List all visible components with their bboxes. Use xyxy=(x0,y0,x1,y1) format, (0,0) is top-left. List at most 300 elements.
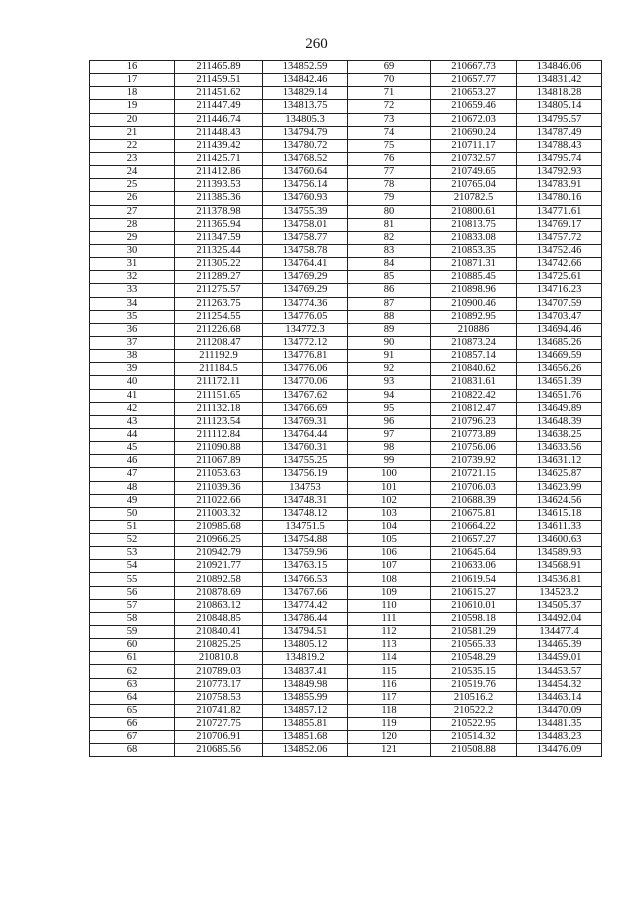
y-coordinate-cell: 134651.39 xyxy=(517,376,602,389)
point-number-cell: 56 xyxy=(90,586,175,599)
x-coordinate-cell: 211184.5 xyxy=(175,363,263,376)
table-row xyxy=(90,192,602,205)
point-number-cell: 92 xyxy=(348,363,431,376)
table-row xyxy=(90,718,602,731)
point-number-cell: 60 xyxy=(90,639,175,652)
y-coordinate-cell: 134492.04 xyxy=(517,612,602,625)
x-coordinate-cell: 210645.64 xyxy=(431,547,517,560)
x-coordinate-cell: 210667.73 xyxy=(431,61,517,74)
x-coordinate-cell: 211254.55 xyxy=(175,310,263,323)
point-number-cell: 98 xyxy=(348,442,431,455)
y-coordinate-cell: 134852.06 xyxy=(263,744,348,757)
point-number-cell: 63 xyxy=(90,678,175,691)
point-number-cell: 90 xyxy=(348,336,431,349)
x-coordinate-cell: 210675.81 xyxy=(431,507,517,520)
point-number-cell: 71 xyxy=(348,87,431,100)
y-coordinate-cell: 134795.74 xyxy=(517,152,602,165)
y-coordinate-cell: 134703.47 xyxy=(517,310,602,323)
table-row xyxy=(90,704,602,717)
point-number-cell: 32 xyxy=(90,271,175,284)
point-number-cell: 76 xyxy=(348,152,431,165)
table-row xyxy=(90,428,602,441)
y-coordinate-cell: 134774.42 xyxy=(263,599,348,612)
x-coordinate-cell: 211305.22 xyxy=(175,258,263,271)
y-coordinate-cell: 134758.77 xyxy=(263,231,348,244)
x-coordinate-cell: 211226.68 xyxy=(175,323,263,336)
x-coordinate-cell: 210985.68 xyxy=(175,520,263,533)
point-number-cell: 72 xyxy=(348,100,431,113)
table-row xyxy=(90,639,602,652)
table-row xyxy=(90,113,602,126)
y-coordinate-cell: 134748.12 xyxy=(263,507,348,520)
y-coordinate-cell: 134769.17 xyxy=(517,218,602,231)
x-coordinate-cell: 211172.11 xyxy=(175,376,263,389)
coordinates-table xyxy=(89,60,602,757)
point-number-cell: 37 xyxy=(90,336,175,349)
x-coordinate-cell: 210619.54 xyxy=(431,573,517,586)
point-number-cell: 36 xyxy=(90,323,175,336)
y-coordinate-cell: 134788.43 xyxy=(517,139,602,152)
y-coordinate-cell: 134633.56 xyxy=(517,442,602,455)
y-coordinate-cell: 134611.33 xyxy=(517,520,602,533)
point-number-cell: 27 xyxy=(90,205,175,218)
x-coordinate-cell: 211022.66 xyxy=(175,494,263,507)
x-coordinate-cell: 210664.22 xyxy=(431,520,517,533)
y-coordinate-cell: 134767.66 xyxy=(263,586,348,599)
x-coordinate-cell: 211412.86 xyxy=(175,166,263,179)
x-coordinate-cell: 210598.18 xyxy=(431,612,517,625)
y-coordinate-cell: 134651.76 xyxy=(517,389,602,402)
y-coordinate-cell: 134536.81 xyxy=(517,573,602,586)
point-number-cell: 39 xyxy=(90,363,175,376)
x-coordinate-cell: 211090.88 xyxy=(175,442,263,455)
x-coordinate-cell: 211112.84 xyxy=(175,428,263,441)
point-number-cell: 103 xyxy=(348,507,431,520)
point-number-cell: 19 xyxy=(90,100,175,113)
y-coordinate-cell: 134776.05 xyxy=(263,310,348,323)
x-coordinate-cell: 211448.43 xyxy=(175,126,263,139)
table-row xyxy=(90,494,602,507)
point-number-cell: 65 xyxy=(90,704,175,717)
table-row xyxy=(90,455,602,468)
y-coordinate-cell: 134766.53 xyxy=(263,573,348,586)
y-coordinate-cell: 134505.37 xyxy=(517,599,602,612)
x-coordinate-cell: 210688.39 xyxy=(431,494,517,507)
y-coordinate-cell: 134600.63 xyxy=(517,534,602,547)
y-coordinate-cell: 134669.59 xyxy=(517,350,602,363)
y-coordinate-cell: 134849.98 xyxy=(263,678,348,691)
x-coordinate-cell: 210840.41 xyxy=(175,626,263,639)
y-coordinate-cell: 134776.81 xyxy=(263,350,348,363)
x-coordinate-cell: 210810.8 xyxy=(175,652,263,665)
table-row xyxy=(90,481,602,494)
point-number-cell: 67 xyxy=(90,731,175,744)
y-coordinate-cell: 134477.4 xyxy=(517,626,602,639)
y-coordinate-cell: 134764.41 xyxy=(263,258,348,271)
x-coordinate-cell: 210765.04 xyxy=(431,179,517,192)
point-number-cell: 75 xyxy=(348,139,431,152)
x-coordinate-cell: 211263.75 xyxy=(175,297,263,310)
x-coordinate-cell: 211385.36 xyxy=(175,192,263,205)
y-coordinate-cell: 134794.51 xyxy=(263,626,348,639)
point-number-cell: 17 xyxy=(90,74,175,87)
table-row xyxy=(90,166,602,179)
point-number-cell: 58 xyxy=(90,612,175,625)
y-coordinate-cell: 134589.93 xyxy=(517,547,602,560)
point-number-cell: 99 xyxy=(348,455,431,468)
x-coordinate-cell: 210756.06 xyxy=(431,442,517,455)
table-row xyxy=(90,350,602,363)
point-number-cell: 115 xyxy=(348,665,431,678)
y-coordinate-cell: 134454.32 xyxy=(517,678,602,691)
x-coordinate-cell: 210921.77 xyxy=(175,560,263,573)
x-coordinate-cell: 211347.59 xyxy=(175,231,263,244)
y-coordinate-cell: 134771.61 xyxy=(517,205,602,218)
x-coordinate-cell: 211003.32 xyxy=(175,507,263,520)
point-number-cell: 53 xyxy=(90,547,175,560)
table-row xyxy=(90,547,602,560)
x-coordinate-cell: 211151.65 xyxy=(175,389,263,402)
x-coordinate-cell: 210706.91 xyxy=(175,731,263,744)
x-coordinate-cell: 210773.89 xyxy=(431,428,517,441)
y-coordinate-cell: 134770.06 xyxy=(263,376,348,389)
table-row xyxy=(90,271,602,284)
page-number: 260 xyxy=(305,36,328,52)
table-row xyxy=(90,652,602,665)
point-number-cell: 88 xyxy=(348,310,431,323)
table-row xyxy=(90,612,602,625)
point-number-cell: 21 xyxy=(90,126,175,139)
y-coordinate-cell: 134631.12 xyxy=(517,455,602,468)
x-coordinate-cell: 210749.65 xyxy=(431,166,517,179)
point-number-cell: 112 xyxy=(348,626,431,639)
y-coordinate-cell: 134748.31 xyxy=(263,494,348,507)
y-coordinate-cell: 134694.46 xyxy=(517,323,602,336)
y-coordinate-cell: 134760.93 xyxy=(263,192,348,205)
y-coordinate-cell: 134805.14 xyxy=(517,100,602,113)
x-coordinate-cell: 210782.5 xyxy=(431,192,517,205)
y-coordinate-cell: 134769.31 xyxy=(263,415,348,428)
y-coordinate-cell: 134776.06 xyxy=(263,363,348,376)
y-coordinate-cell: 134774.36 xyxy=(263,297,348,310)
y-coordinate-cell: 134819.2 xyxy=(263,652,348,665)
point-number-cell: 33 xyxy=(90,284,175,297)
point-number-cell: 54 xyxy=(90,560,175,573)
y-coordinate-cell: 134476.09 xyxy=(517,744,602,757)
x-coordinate-cell: 210796.23 xyxy=(431,415,517,428)
point-number-cell: 77 xyxy=(348,166,431,179)
point-number-cell: 50 xyxy=(90,507,175,520)
x-coordinate-cell: 210825.25 xyxy=(175,639,263,652)
point-number-cell: 81 xyxy=(348,218,431,231)
point-number-cell: 20 xyxy=(90,113,175,126)
point-number-cell: 95 xyxy=(348,402,431,415)
x-coordinate-cell: 211192.9 xyxy=(175,350,263,363)
table-row xyxy=(90,744,602,757)
y-coordinate-cell: 134523.2 xyxy=(517,586,602,599)
x-coordinate-cell: 211425.71 xyxy=(175,152,263,165)
x-coordinate-cell: 211039.36 xyxy=(175,481,263,494)
x-coordinate-cell: 210813.75 xyxy=(431,218,517,231)
point-number-cell: 24 xyxy=(90,166,175,179)
table-row xyxy=(90,218,602,231)
y-coordinate-cell: 134707.59 xyxy=(517,297,602,310)
point-number-cell: 16 xyxy=(90,61,175,74)
point-number-cell: 22 xyxy=(90,139,175,152)
x-coordinate-cell: 210653.27 xyxy=(431,87,517,100)
y-coordinate-cell: 134772.12 xyxy=(263,336,348,349)
x-coordinate-cell: 210853.35 xyxy=(431,244,517,257)
x-coordinate-cell: 210522.2 xyxy=(431,704,517,717)
x-coordinate-cell: 211132.18 xyxy=(175,402,263,415)
point-number-cell: 28 xyxy=(90,218,175,231)
point-number-cell: 89 xyxy=(348,323,431,336)
point-number-cell: 78 xyxy=(348,179,431,192)
point-number-cell: 105 xyxy=(348,534,431,547)
x-coordinate-cell: 210721.15 xyxy=(431,468,517,481)
y-coordinate-cell: 134766.69 xyxy=(263,402,348,415)
point-number-cell: 94 xyxy=(348,389,431,402)
x-coordinate-cell: 210659.46 xyxy=(431,100,517,113)
y-coordinate-cell: 134758.01 xyxy=(263,218,348,231)
y-coordinate-cell: 134759.96 xyxy=(263,547,348,560)
y-coordinate-cell: 134753 xyxy=(263,481,348,494)
y-coordinate-cell: 134760.31 xyxy=(263,442,348,455)
x-coordinate-cell: 210633.06 xyxy=(431,560,517,573)
x-coordinate-cell: 211289.27 xyxy=(175,271,263,284)
point-number-cell: 104 xyxy=(348,520,431,533)
point-number-cell: 41 xyxy=(90,389,175,402)
table-row xyxy=(90,415,602,428)
x-coordinate-cell: 210831.61 xyxy=(431,376,517,389)
point-number-cell: 46 xyxy=(90,455,175,468)
point-number-cell: 79 xyxy=(348,192,431,205)
point-number-cell: 69 xyxy=(348,61,431,74)
point-number-cell: 40 xyxy=(90,376,175,389)
table-row xyxy=(90,626,602,639)
point-number-cell: 102 xyxy=(348,494,431,507)
x-coordinate-cell: 210966.25 xyxy=(175,534,263,547)
point-number-cell: 82 xyxy=(348,231,431,244)
y-coordinate-cell: 134725.61 xyxy=(517,271,602,284)
point-number-cell: 51 xyxy=(90,520,175,533)
table-row xyxy=(90,442,602,455)
point-number-cell: 85 xyxy=(348,271,431,284)
point-number-cell: 121 xyxy=(348,744,431,757)
table-row xyxy=(90,61,602,74)
point-number-cell: 74 xyxy=(348,126,431,139)
point-number-cell: 110 xyxy=(348,599,431,612)
point-number-cell: 30 xyxy=(90,244,175,257)
point-number-cell: 44 xyxy=(90,428,175,441)
y-coordinate-cell: 134767.62 xyxy=(263,389,348,402)
table-row xyxy=(90,691,602,704)
x-coordinate-cell: 210898.96 xyxy=(431,284,517,297)
point-number-cell: 113 xyxy=(348,639,431,652)
point-number-cell: 57 xyxy=(90,599,175,612)
y-coordinate-cell: 134649.89 xyxy=(517,402,602,415)
x-coordinate-cell: 211365.94 xyxy=(175,218,263,231)
x-coordinate-cell: 210727.75 xyxy=(175,718,263,731)
y-coordinate-cell: 134764.44 xyxy=(263,428,348,441)
point-number-cell: 48 xyxy=(90,481,175,494)
x-coordinate-cell: 211275.57 xyxy=(175,284,263,297)
table-row xyxy=(90,336,602,349)
point-number-cell: 35 xyxy=(90,310,175,323)
x-coordinate-cell: 210892.58 xyxy=(175,573,263,586)
x-coordinate-cell: 210812.47 xyxy=(431,402,517,415)
point-number-cell: 59 xyxy=(90,626,175,639)
y-coordinate-cell: 134851.68 xyxy=(263,731,348,744)
y-coordinate-cell: 134648.39 xyxy=(517,415,602,428)
y-coordinate-cell: 134855.99 xyxy=(263,691,348,704)
y-coordinate-cell: 134813.75 xyxy=(263,100,348,113)
x-coordinate-cell: 210565.33 xyxy=(431,639,517,652)
y-coordinate-cell: 134837.41 xyxy=(263,665,348,678)
y-coordinate-cell: 134772.3 xyxy=(263,323,348,336)
point-number-cell: 87 xyxy=(348,297,431,310)
point-number-cell: 83 xyxy=(348,244,431,257)
x-coordinate-cell: 210711.17 xyxy=(431,139,517,152)
y-coordinate-cell: 134780.16 xyxy=(517,192,602,205)
table-row xyxy=(90,74,602,87)
table-row xyxy=(90,534,602,547)
y-coordinate-cell: 134768.52 xyxy=(263,152,348,165)
x-coordinate-cell: 211378.98 xyxy=(175,205,263,218)
table-row xyxy=(90,665,602,678)
x-coordinate-cell: 210878.69 xyxy=(175,586,263,599)
y-coordinate-cell: 134752.46 xyxy=(517,244,602,257)
y-coordinate-cell: 134846.06 xyxy=(517,61,602,74)
x-coordinate-cell: 211446.74 xyxy=(175,113,263,126)
table-row xyxy=(90,678,602,691)
point-number-cell: 29 xyxy=(90,231,175,244)
x-coordinate-cell: 210615.27 xyxy=(431,586,517,599)
table-row xyxy=(90,284,602,297)
y-coordinate-cell: 134624.56 xyxy=(517,494,602,507)
y-coordinate-cell: 134855.81 xyxy=(263,718,348,731)
x-coordinate-cell: 210892.95 xyxy=(431,310,517,323)
x-coordinate-cell: 210706.03 xyxy=(431,481,517,494)
table-row xyxy=(90,310,602,323)
y-coordinate-cell: 134453.57 xyxy=(517,665,602,678)
point-number-cell: 93 xyxy=(348,376,431,389)
point-number-cell: 31 xyxy=(90,258,175,271)
y-coordinate-cell: 134751.5 xyxy=(263,520,348,533)
y-coordinate-cell: 134463.14 xyxy=(517,691,602,704)
y-coordinate-cell: 134625.87 xyxy=(517,468,602,481)
y-coordinate-cell: 134792.93 xyxy=(517,166,602,179)
x-coordinate-cell: 211053.63 xyxy=(175,468,263,481)
table-row xyxy=(90,507,602,520)
y-coordinate-cell: 134794.79 xyxy=(263,126,348,139)
point-number-cell: 111 xyxy=(348,612,431,625)
x-coordinate-cell: 210581.29 xyxy=(431,626,517,639)
x-coordinate-cell: 210871.31 xyxy=(431,258,517,271)
x-coordinate-cell: 210873.24 xyxy=(431,336,517,349)
y-coordinate-cell: 134754.88 xyxy=(263,534,348,547)
point-number-cell: 97 xyxy=(348,428,431,441)
x-coordinate-cell: 210800.61 xyxy=(431,205,517,218)
point-number-cell: 118 xyxy=(348,704,431,717)
y-coordinate-cell: 134638.25 xyxy=(517,428,602,441)
table-row xyxy=(90,152,602,165)
table-row xyxy=(90,573,602,586)
table-row xyxy=(90,87,602,100)
y-coordinate-cell: 134783.91 xyxy=(517,179,602,192)
point-number-cell: 47 xyxy=(90,468,175,481)
point-number-cell: 42 xyxy=(90,402,175,415)
y-coordinate-cell: 134805.12 xyxy=(263,639,348,652)
table-row xyxy=(90,244,602,257)
x-coordinate-cell: 210833.08 xyxy=(431,231,517,244)
x-coordinate-cell: 210522.95 xyxy=(431,718,517,731)
x-coordinate-cell: 211208.47 xyxy=(175,336,263,349)
point-number-cell: 120 xyxy=(348,731,431,744)
x-coordinate-cell: 210886 xyxy=(431,323,517,336)
x-coordinate-cell: 211447.49 xyxy=(175,100,263,113)
x-coordinate-cell: 210657.27 xyxy=(431,534,517,547)
table-row xyxy=(90,376,602,389)
point-number-cell: 86 xyxy=(348,284,431,297)
y-coordinate-cell: 134623.99 xyxy=(517,481,602,494)
point-number-cell: 100 xyxy=(348,468,431,481)
y-coordinate-cell: 134786.44 xyxy=(263,612,348,625)
table-row xyxy=(90,560,602,573)
y-coordinate-cell: 134756.19 xyxy=(263,468,348,481)
table-row xyxy=(90,126,602,139)
point-number-cell: 114 xyxy=(348,652,431,665)
point-number-cell: 45 xyxy=(90,442,175,455)
y-coordinate-cell: 134829.14 xyxy=(263,87,348,100)
table-row xyxy=(90,100,602,113)
y-coordinate-cell: 134831.42 xyxy=(517,74,602,87)
y-coordinate-cell: 134756.14 xyxy=(263,179,348,192)
y-coordinate-cell: 134780.72 xyxy=(263,139,348,152)
point-number-cell: 107 xyxy=(348,560,431,573)
x-coordinate-cell: 211459.51 xyxy=(175,74,263,87)
table-row xyxy=(90,205,602,218)
table-row xyxy=(90,731,602,744)
x-coordinate-cell: 210885.45 xyxy=(431,271,517,284)
y-coordinate-cell: 134852.59 xyxy=(263,61,348,74)
point-number-cell: 108 xyxy=(348,573,431,586)
y-coordinate-cell: 134742.66 xyxy=(517,258,602,271)
y-coordinate-cell: 134758.78 xyxy=(263,244,348,257)
x-coordinate-cell: 210789.03 xyxy=(175,665,263,678)
point-number-cell: 119 xyxy=(348,718,431,731)
x-coordinate-cell: 210519.76 xyxy=(431,678,517,691)
point-number-cell: 61 xyxy=(90,652,175,665)
y-coordinate-cell: 134805.3 xyxy=(263,113,348,126)
x-coordinate-cell: 210685.56 xyxy=(175,744,263,757)
y-coordinate-cell: 134481.35 xyxy=(517,718,602,731)
table-row xyxy=(90,389,602,402)
x-coordinate-cell: 210857.14 xyxy=(431,350,517,363)
point-number-cell: 23 xyxy=(90,152,175,165)
x-coordinate-cell: 210773.17 xyxy=(175,678,263,691)
x-coordinate-cell: 211465.89 xyxy=(175,61,263,74)
x-coordinate-cell: 210840.62 xyxy=(431,363,517,376)
table-row xyxy=(90,468,602,481)
y-coordinate-cell: 134842.46 xyxy=(263,74,348,87)
point-number-cell: 38 xyxy=(90,350,175,363)
x-coordinate-cell: 210672.03 xyxy=(431,113,517,126)
point-number-cell: 84 xyxy=(348,258,431,271)
point-number-cell: 109 xyxy=(348,586,431,599)
x-coordinate-cell: 211325.44 xyxy=(175,244,263,257)
y-coordinate-cell: 134470.09 xyxy=(517,704,602,717)
